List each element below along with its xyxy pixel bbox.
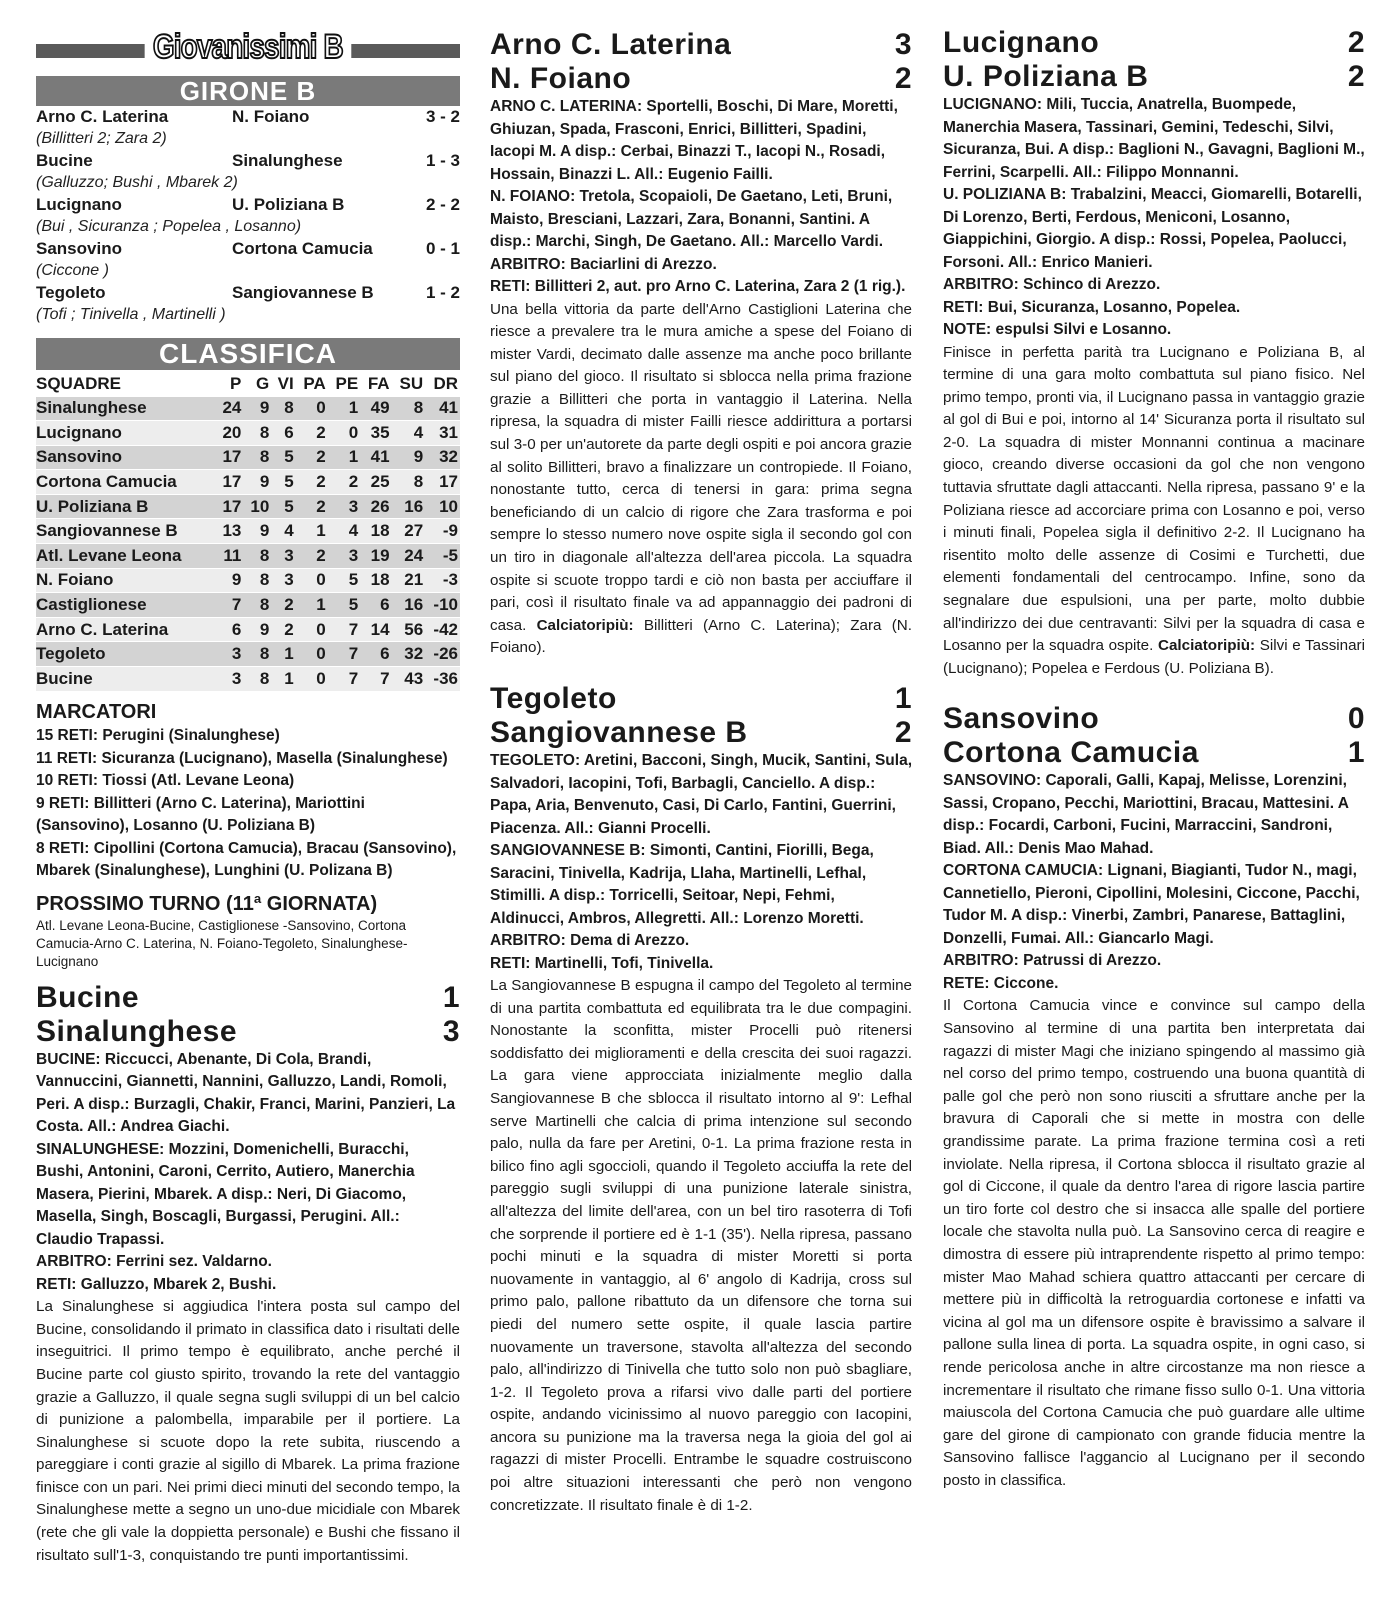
stat-cell: 5 [328,593,360,618]
stat-cell: 0 [296,396,328,421]
referee: ARBITRO: Schinco di Arezzo. [943,276,1161,293]
stat-cell: 17 [216,494,244,519]
goals: RETI: Galluzzo, Mbarek 2, Bushi. [36,1275,277,1293]
scorer-line: 9 RETI: Billitteri (Arno C. Laterina), Mariottini (Sansovino), Losanno (U. Poliziana B) [36,794,365,835]
stat-cell: 31 [425,421,460,446]
stat-cell: 21 [392,568,426,593]
stat-cell: 17 [425,470,460,495]
away-lineup: SINALUNGHESE: Mozzini, Domenichelli, Buracchi, Bushi, Antonini, Caroni, Cerrito, Autiero, Manerchia Masera, Pierini, Mbarek. A disp.: Neri, Di Giacomo, Masella, Singh, Boscagli, Burgassi, Perugini. All.: Claudio Trapassi. [36,1140,415,1248]
stat-cell: 5 [328,568,360,593]
score: 1 - 3 [425,151,460,170]
stat-cell: 7 [216,593,244,618]
col-header: PA [303,373,326,393]
col-header: PE [335,373,359,393]
marcatori-list [36,725,460,883]
stat-cell: 56 [392,617,426,642]
prossimo-text: Atl. Levane Leona-Bucine, Castiglionese -Sansovino, Cortona Camucia-Arno C. Laterina, N. Foiano-Tegoleto, Sinalunghese-Lucignano [36,917,408,969]
stat-cell: 4 [328,519,360,544]
home-team: Sansovino [943,702,1100,736]
home-score: 1 [442,980,460,1014]
stat-cell: 3 [271,568,295,593]
stat-cell: 6 [360,593,391,618]
standings-row [36,494,460,519]
stat-cell: 6 [360,642,391,667]
home-team: Bucine [36,980,140,1014]
scorers: (Galluzzo; Bushi , Mbarek 2) [36,174,238,191]
match-home-header [36,981,460,1015]
column-left [36,0,460,1567]
col-header: FA [367,373,390,393]
stat-cell: 8 [243,593,271,618]
away-team: Sangiovannese B [232,283,374,302]
referee: ARBITRO: Dema di Arezzo. [490,932,690,949]
stat-cell: 8 [243,421,271,446]
report-text: Finisce in perfetta parità tra Lucignano e Poliziana B, al termine di una gara molto combattuta sul piano fisico. Nel primo tempo, pronti via, il Lucignano passa in vantaggio grazie al gol di Bui e poi, intorno al 14' Sicuranza porta il risultato sul 2-0. La squadra di mister Monnanni continua a macinare gioco, creando diverse occasioni da gol che non vengono tuttavia sfruttate dagli attaccanti. Nella ripresa, passano 9' e la Poliziana riesce ad accorciare prima con Losanno e poi, verso i minuti finali, Popelea sigla il definitivo 2-2. Il Lucignano ha risentito molto delle assenze di Cosimi e Turchetti, due elementi fondamentali del centrocampo. Infine, sono da segnalare due espulsioni, una per parte, molto dubbie all'indirizzo dei due centravanti: Silvi per la squadra di casa e Losanno per la squadra ospite. [943,343,1365,655]
stat-cell: 24 [216,396,244,421]
away-team: N. Foiano [490,62,632,95]
away-score: 1 [1347,736,1365,770]
calciatori-label: Calciatoripiù: [1158,637,1256,655]
referee: ARBITRO: Patrussi di Arezzo. [943,952,1162,970]
stat-cell: 2 [271,593,295,618]
stat-cell: 9 [243,519,271,544]
standings-row [36,617,460,642]
stat-cell: 41 [360,445,391,470]
goals: RETI: Bui, Sicuranza, Losanno, Popelea. [943,298,1241,316]
referee: ARBITRO: Ferrini sez. Valdarno. [36,1253,272,1271]
results-list [36,106,460,326]
stat-cell: 8 [392,396,426,421]
home-lineup: TEGOLETO: Aretini, Bacconi, Singh, Mucik, Santini, Sula, Salvadori, Iacopini, Tofi, Barbagli, Canciello. A disp.: Papa, Aria, Benvenuto, Casi, Di Carlo, Fantini, Guerrini, Piacenza. All.: Gianni Procelli. [490,752,912,837]
result-row [36,194,460,216]
team-name: U. Poliziana B [36,494,216,519]
result-row [36,150,460,172]
stat-cell: 9 [216,568,244,593]
stat-cell: 7 [328,617,360,642]
column-right [943,26,1365,1492]
match-home-header [943,26,1365,60]
scorers: (Ciccone ) [36,262,109,279]
stat-cell: 24 [392,544,426,569]
home-team: Bucine [36,151,93,170]
standings-row [36,396,460,421]
stat-cell: 1 [328,396,360,421]
stat-cell: 0 [296,617,328,642]
away-team: Sinalunghese [36,1014,238,1048]
stat-cell: 0 [296,642,328,667]
match-home-header [490,28,912,62]
away-team: U. Poliziana B [232,195,345,214]
away-team: N. Foiano [232,107,310,126]
stat-cell: -3 [425,568,460,593]
home-score: 0 [1347,702,1365,736]
home-team: Arno C. Laterina [36,107,169,126]
match-report: La Sangiovannese B espugna il campo del Tegoleto al termine di una partita combattuta ed equilibrata tra le due compagini. Nonostante la sconfitta, mister Procelli può ritenersi soddisfatto dei miglioramenti e della crescita dei suoi ragazzi. La gara viene approcciata inizialmente meglio dalla Sangiovannese B che sblocca il risultato intorno al 9': Lefhal serve Martinelli che calcia di prima intenzione sul secondo palo, nulla da fare per Aretini, 0-1. La prima frazione resta in bilico fino agli sgoccioli, quando il Tegoleto acciuffa la rete del pareggio sugli sviluppi di una punizione laterale sinistra, all'altezza del limite dell'area, con un bel tiro rasoterra di Tofi che sorprende il portiere ed è 1-1 (35'). Nella ripresa, passano pochi minuti e la squadra di mister Moretti si porta nuovamente in vantaggio, al 6' angolo di Kadrija, cross sul primo palo, pallone ribattuto da un difensore che torna sui piedi del numero sette ospite, il quale lascia partire nuovamente un traversone, stavolta all'altezza del secondo palo, all'indirizzo di Tinivella che tutto solo non può sbagliare, 1-2. Il Tegoleto prova a rifarsi vivo dalle parti del portiere ospite, andando vicinissimo al nuovo pareggio con Iacopini, ancora su punizione ma la traversa nega la gioia del gol ai ragazzi di mister Procelli. Entrambe le squadre costruiscono poi altre situazioni interessanti che però non vengono concretizzate. Il risultato finale è di 1-2. [490,977,912,1514]
stat-cell: 20 [216,421,244,446]
team-name: Atl. Levane Leona [36,544,216,569]
standings-row [36,568,460,593]
match-away-header [490,62,912,96]
score: 3 - 2 [425,107,460,126]
stat-cell: 2 [296,494,328,519]
stat-cell: 9 [243,396,271,421]
standings-row [36,667,460,692]
stat-cell: 9 [392,445,426,470]
stat-cell: 14 [360,617,391,642]
scorer-line: 10 RETI: Tiossi (Atl. Levane Leona) [36,772,295,790]
away-team: Sinalunghese [232,151,343,170]
away-lineup: SANGIOVANNESE B: Simonti, Cantini, Fiorilli, Bega, Saracini, Tinivella, Kadrija, Llaha, Martinelli, Lefhal, Stimilli. A disp.: Torricelli, Seitoar, Nepi, Fehmi, Aldinucci, Ambros, Allegretti. All.: Lorenzo Moretti. [490,842,874,927]
away-team: Cortona Camucia [943,736,1199,770]
stat-cell: -42 [425,617,460,642]
stat-cell: 8 [243,568,271,593]
stat-cell: 17 [216,470,244,495]
away-lineup: CORTONA CAMUCIA: Lignani, Biagianti, Tudor N., magi, Cannetiello, Pieroni, Cipollini, Molesini, Ciccone, Pacchi, Tudor M. A disp.: Vinerbi, Zambri, Panarese, Battaglini, Donzelli, Fumai. All.: Giancarlo Magi. [943,862,1360,947]
match-report [490,299,912,661]
away-score: 3 [442,1014,460,1048]
scorers: (Billitteri 2; Zara 2) [36,130,167,147]
home-lineup: ARNO C. LATERINA: Sportelli, Boschi, Di Mare, Moretti, Ghiuzan, Spada, Frasconi, Enrici, Billitteri, Spadini, Iacopi M. A disp.: Cerbai, Binazzi T., Iacopi N., Rosadi, Hossain, Binazzi L. All.: Eugenio Failli. [490,98,898,183]
stat-cell: 0 [296,568,328,593]
away-score: 2 [894,716,912,749]
standings-row [36,519,460,544]
stat-cell: 5 [271,470,295,495]
away-score: 2 [894,62,912,95]
stat-cell: 3 [328,494,360,519]
column-middle [490,28,912,1517]
stat-cell: 6 [216,617,244,642]
stat-cell: 3 [216,667,244,692]
match-away-header [943,60,1365,94]
score: 2 - 2 [425,195,460,214]
stat-cell: -5 [425,544,460,569]
away-team: Sangiovannese B [490,716,748,749]
stat-cell: 27 [392,519,426,544]
stat-cell: 9 [243,470,271,495]
home-team: Tegoleto [490,682,617,715]
stat-cell: 8 [243,544,271,569]
team-name: Arno C. Laterina [36,617,216,642]
stat-cell: 10 [425,494,460,519]
col-header: G [256,373,270,393]
result-row [36,106,460,128]
away-lineup: U. POLIZIANA B: Trabalzini, Meacci, Giomarelli, Botarelli, Di Lorenzo, Berti, Ferdous, Meniconi, Losanno, Giappichini, Giorgio. A disp.: Rossi, Popelea, Paolucci, Forsoni. All.: Enrico Manieri. [943,186,1362,271]
stat-cell: -26 [425,642,460,667]
stat-cell: 10 [243,494,271,519]
home-lineup: BUCINE: Riccucci, Abenante, Di Cola, Brandi, Vannuccini, Giannetti, Nannini, Galluzzo, Landi, Romoli, Peri. A disp.: Burzagli, Chakir, Franci, Marini, Panzieri, La Costa. All.: Andrea Giachi. [36,1050,456,1136]
notes: NOTE: espulsi Silvi e Losanno. [943,321,1172,338]
score: 0 - 1 [425,239,460,258]
match-away-header [490,716,912,750]
stat-cell: 41 [425,396,460,421]
stat-cell: 1 [271,667,295,692]
stat-cell: 2 [271,617,295,642]
stat-cell: -10 [425,593,460,618]
stat-cell: 43 [392,667,426,692]
stat-cell: -36 [425,667,460,692]
scorers: (Bui , Sicuranza ; Popelea , Losanno) [36,218,302,235]
scorer-line: 15 RETI: Perugini (Sinalunghese) [36,727,280,745]
col-header: DR [433,373,458,393]
stat-cell: 3 [328,544,360,569]
stat-cell: 7 [328,667,360,692]
stat-cell: 5 [271,494,295,519]
stat-cell: 3 [271,544,295,569]
standings-row [36,593,460,618]
stat-cell: 8 [271,396,295,421]
stat-cell: 0 [328,421,360,446]
stat-cell: 2 [296,445,328,470]
result-row [36,282,460,304]
stat-cell: 4 [271,519,295,544]
stat-cell: 18 [360,568,391,593]
away-team: U. Poliziana B [943,60,1149,93]
referee: ARBITRO: Baciarlini di Arezzo. [490,255,717,273]
match-away-header [36,1015,460,1049]
stat-cell: 0 [296,667,328,692]
home-team: Tegoleto [36,283,106,302]
calciatori-text: Silvi e Tassinari (Lucignano); Popelea e Ferdous (U. Poliziana B). [943,637,1365,677]
away-score: 2 [1347,60,1365,93]
stat-cell: 8 [243,445,271,470]
classifica-band: CLASSIFICA [36,338,460,370]
scorer-line: 11 RETI: Sicuranza (Lucignano), Masella (Sinalunghese) [36,749,448,767]
standings-row [36,470,460,495]
stat-cell: 7 [360,667,391,692]
stat-cell: 6 [271,421,295,446]
home-team: Lucignano [36,195,122,214]
stat-cell: 9 [243,617,271,642]
score: 1 - 2 [425,283,460,302]
marcatori-heading: MARCATORI [36,701,157,724]
home-team: Sansovino [36,239,122,258]
match-report [943,342,1365,681]
team-name: Lucignano [36,421,216,446]
stat-cell: 11 [216,544,244,569]
team-name: Sangiovannese B [36,519,216,544]
stat-cell: 3 [216,642,244,667]
team-name: Cortona Camucia [36,470,216,495]
stat-cell: 8 [392,470,426,495]
stat-cell: 16 [392,494,426,519]
col-header: VI [277,373,294,393]
stat-cell: 26 [360,494,391,519]
match-away-header [943,736,1365,770]
scorers: (Tofi ; Tinivella , Martinelli ) [36,306,226,323]
section-title [36,26,460,68]
col-header: SQUADRE [36,373,122,393]
col-header: P [230,373,242,393]
stat-cell: 1 [296,519,328,544]
home-score: 3 [894,28,912,61]
home-team: Arno C. Laterina [490,28,732,61]
standings-row [36,544,460,569]
stat-cell: 5 [271,445,295,470]
prossimo-heading: PROSSIMO TURNO (11ª GIORNATA) [36,892,378,915]
girone-band: GIRONE B [36,76,460,106]
result-row [36,238,460,260]
col-header: SU [399,373,424,393]
team-name: N. Foiano [36,568,216,593]
stat-cell: 1 [328,445,360,470]
team-name: Sinalunghese [36,396,216,421]
report-text: Una bella vittoria da parte dell'Arno Castiglioni Laterina che riesce a prevalere tra le mura amiche a spese del Foiano di mister Vardi, decimato dalle assenze ma anche poco brillante sul piano del gioco. Il risultato si sblocca nella prima frazione grazie a Billitteri che porta in vantaggio il Laterina. Nella ripresa, la squadra di mister Failli riesce addirittura a portarsi sul 3-0 per un'autorete da parte degli ospiti e poi ancora grazie al solito Billitteri, bravo a finalizzare un contropiede. Il Foiano, nonostante tutto, cerca di tenersi in gara: prima segna beneficiando di un calcio di rigore che Zara trasforma e poi sempre lo stesso numero nove ospite sigla il secondo gol con un tiro in diagonale all'altezza dell'area piccola. La squadra ospite si scuote troppo tardi e ciò non basta per acciuffare il pari, così il risultato finale va ad appannaggio dei padroni di casa. [490,300,912,634]
stat-cell: 16 [392,593,426,618]
goals: RETI: Martinelli, Tofi, Tinivella. [490,954,714,972]
goals: RETI: Billitteri 2, aut. pro Arno C. Laterina, Zara 2 (1 rig.). [490,278,906,295]
standings-table [36,372,460,691]
standings-body [36,396,460,691]
page-title: Giovanissimi B [145,28,351,66]
stat-cell: 2 [296,421,328,446]
team-name: Castiglionese [36,593,216,618]
stat-cell: 49 [360,396,391,421]
match-home-header [490,682,912,716]
stat-cell: -9 [425,519,460,544]
team-name: Bucine [36,667,216,692]
stat-cell: 17 [216,445,244,470]
stat-cell: 8 [243,642,271,667]
stat-cell: 18 [360,519,391,544]
stat-cell: 32 [425,445,460,470]
goals: RETE: Ciccone. [943,974,1059,992]
team-name: Tegoleto [36,642,216,667]
match-report: La Sinalunghese si aggiudica l'intera posta sul campo del Bucine, consolidando il primato in classifica dato i risultati delle inseguitrici. Il primo tempo è equilibrato, anche perché il Bucine parte col giusto spirito, trovando la rete del vantaggio grazie a Galluzzo, il quale segna sugli sviluppi di un bel calcio di punizione a palombella, imparabile per il portiere. La Sinalunghese si scuote dopo la rete subita, riuscendo a pareggiare i conti grazie al sigillo di Mbarek. La prima frazione finisce con un pari. Nei primi dieci minuti del secondo tempo, la Sinalunghese mette a segno un uno-due micidiale con Mbarek (rete che gli vale la doppietta personale) e Bushi che fissano il risultato sull'1-3, conquistando tre punti importantissimi. [36,1298,460,1564]
home-team: Lucignano [943,26,1100,59]
stat-cell: 2 [296,544,328,569]
standings-row [36,421,460,446]
stat-cell: 7 [328,642,360,667]
home-score: 2 [1347,26,1365,59]
away-lineup: N. FOIANO: Tretola, Scopaioli, De Gaetano, Leti, Bruni, Maisto, Bresciani, Lazzari, Zara, Bonanni, Santini. A disp.: Marchi, Singh, De Gaetano. All.: Marcello Vardi. [490,188,893,250]
stat-cell: 1 [296,593,328,618]
stat-cell: 1 [271,642,295,667]
standings-header [36,372,460,396]
match-home-header [943,702,1365,736]
home-score: 1 [894,682,912,715]
stat-cell: 2 [296,470,328,495]
stat-cell: 25 [360,470,391,495]
stat-cell: 4 [392,421,426,446]
team-name: Sansovino [36,445,216,470]
home-lineup: SANSOVINO: Caporali, Galli, Kapaj, Melisse, Lorenzini, Sassi, Cropano, Pecchi, Mariottini, Bracau, Mattesini. A disp.: Focardi, Carboni, Fucini, Marraccini, Sandroni, Biad. All.: Denis Mao Mahad. [943,772,1349,857]
stat-cell: 13 [216,519,244,544]
away-team: Cortona Camucia [232,239,373,258]
home-lineup: LUCIGNANO: Mili, Tuccia, Anatrella, Buompede, Manerchia Masera, Tassinari, Gemini, Tedeschi, Silvi, Sicuranza, Bui. A disp.: Baglioni N., Gavagni, Baglioni M., Ferrini, Scarpelli. All.: Filippo Monnanni. [943,96,1365,181]
stat-cell: 32 [392,642,426,667]
calciatori-text: Billitteri (Arno C. Laterina); Zara (N. Foiano). [490,616,912,657]
stat-cell: 8 [243,667,271,692]
stat-cell: 2 [328,470,360,495]
standings-row [36,445,460,470]
calciatori-label: Calciatoripiù: [536,616,634,634]
stat-cell: 35 [360,421,391,446]
stat-cell: 19 [360,544,391,569]
match-report: Il Cortona Camucia vince e convince sul campo della Sansovino al termine di una partita ben interpretata dai ragazzi di mister Magi che iniziano spingendo al massimo già nel corso del primo tempo, costruendo una buona quantità di palle gol che però non sono riusciti a sfruttare anche per la bravura di Caporali che si mette in mostra con delle grandissime parate. La prima frazione termina così a reti inviolate. Nella ripresa, il Cortona sblocca il risultato grazie al gol di Ciccone, il quale da dentro l'area di rigore lascia partire un tiro forte col destro che si insacca alle spalle del portiere locale che stavolta nulla può. La Sansovino cerca di reagire e dimostra di essere più intraprendente rispetto al primo tempo: mister Mao Mahad schiera quattro attaccanti per cercare di mettere più in difficoltà la retroguardia cortonese e infatti va vicina al gol ma un difensore ospite è bravissimo a salvare il pallone sulla linea di porta. La squadra ospite, in ogni caso, si rende pericolosa anche in altre circostanze ma non riesce a incrementare il risultato che rimane fisso sullo 0-1. Una vittoria maiuscola del Cortona Camucia che può guardare alle ultime gare del girone di campionato con grande fiducia mentre la Sansovino fallisce l'aggancio al Lucignano per il secondo posto in classifica. [943,997,1365,1489]
scorer-line: 8 RETI: Cipollini (Cortona Camucia), Bracau (Sansovino), Mbarek (Sinalunghese), Lunghini (U. Polizana B) [36,839,457,880]
standings-row [36,642,460,667]
